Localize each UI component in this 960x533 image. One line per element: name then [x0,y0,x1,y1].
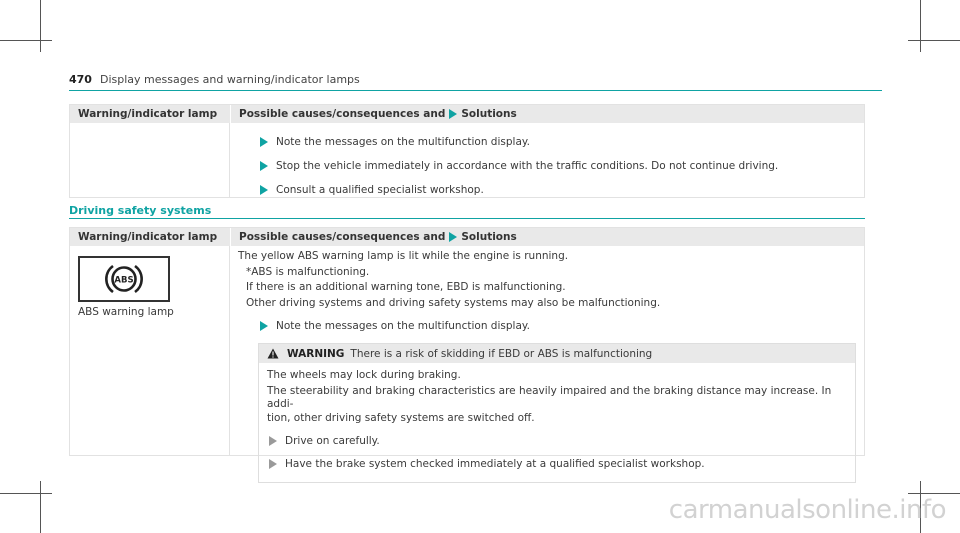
cause-text: *ABS is malfunctioning. [246,265,370,278]
col-header-causes [230,228,864,246]
col-header-solutions-text: Solutions [461,231,517,243]
lamp-label: ABS warning lamp [78,306,174,318]
step-text: Drive on carefully. [285,435,380,447]
crop-mark [40,481,41,533]
arrow-right-icon [449,109,457,119]
header-rule [69,90,882,91]
crop-mark [0,40,52,41]
arrow-right-icon [260,185,268,195]
page-number: 470 [69,73,92,86]
table-header [70,228,864,246]
warning-box [258,343,856,483]
lamp-cell [70,123,230,197]
section-title: Driving safety systems [69,204,212,217]
table-driving-safety [69,227,865,470]
arrow-right-icon [260,321,268,331]
step-item [267,457,847,471]
cause-text: The yellow ABS warning lamp is lit while the engine is running. [238,250,569,262]
warning-text: tion, other driving safety systems are switched off. [267,411,535,424]
crop-mark [908,40,960,41]
col-header-causes-text: Possible causes/consequences and [239,231,446,243]
warning-body [259,363,855,482]
step-text: Have the brake system checked immediately at a qualified specialist workshop. [285,458,705,470]
warning-title: There is a risk of skidding if EBD or ABS is malfunctioning [350,347,653,360]
page-title: Display messages and warning/indicator lamps [99,73,360,86]
abs-warning-lamp-icon [78,256,170,302]
step-item [238,135,856,149]
warning-triangle-icon [267,348,279,359]
crop-mark [920,0,921,52]
warning-header [259,344,855,363]
col-header-causes [230,105,864,123]
step-item [238,183,856,197]
crop-mark [40,0,41,52]
arrow-right-icon [260,137,268,147]
step-item [238,159,856,173]
cause-text: Other driving systems and driving safety systems may also be malfunctioning. [246,296,661,309]
step-text: Consult a qualified specialist workshop. [276,184,484,196]
col-header-lamp: Warning/indicator lamp [78,231,218,243]
cause-text: If there is an additional warning tone, EBD is malfunctioning. [246,281,566,293]
arrow-right-icon [260,161,268,171]
crop-mark [0,493,52,494]
arrow-right-icon [449,232,457,242]
arrow-right-icon [269,459,277,469]
crop-mark [908,493,960,494]
page-header [69,73,360,86]
step-text: Note the messages on the multifunction display. [276,320,530,332]
abs-icon-text: ABS [114,275,134,286]
lamp-cell [70,246,230,455]
step-text: Note the messages on the multifunction display. [276,136,530,148]
table-row [70,123,864,197]
warning-text: The wheels may lock during braking. [267,369,461,381]
table-header [70,105,864,123]
solutions-cell [230,123,864,197]
arrow-right-icon [269,436,277,446]
table-row [70,246,864,470]
col-header-causes-text: Possible causes/consequences and [239,108,446,120]
watermark: carmanualsonline.info [668,495,946,525]
col-header-lamp: Warning/indicator lamp [78,108,218,120]
section-rule [69,218,865,219]
step-item [267,434,847,448]
col-header-solutions-text: Solutions [461,108,517,120]
step-text: Stop the vehicle immediately in accordance with the traffic conditions. Do not continue driving. [276,160,779,172]
step-item [238,319,856,333]
warning-text: The steerability and braking characteristics are heavily impaired and the braking distance may increase. In addi- [267,384,832,410]
warning-label: WARNING [287,347,345,360]
causes-cell [230,246,864,470]
table-general [69,104,865,198]
